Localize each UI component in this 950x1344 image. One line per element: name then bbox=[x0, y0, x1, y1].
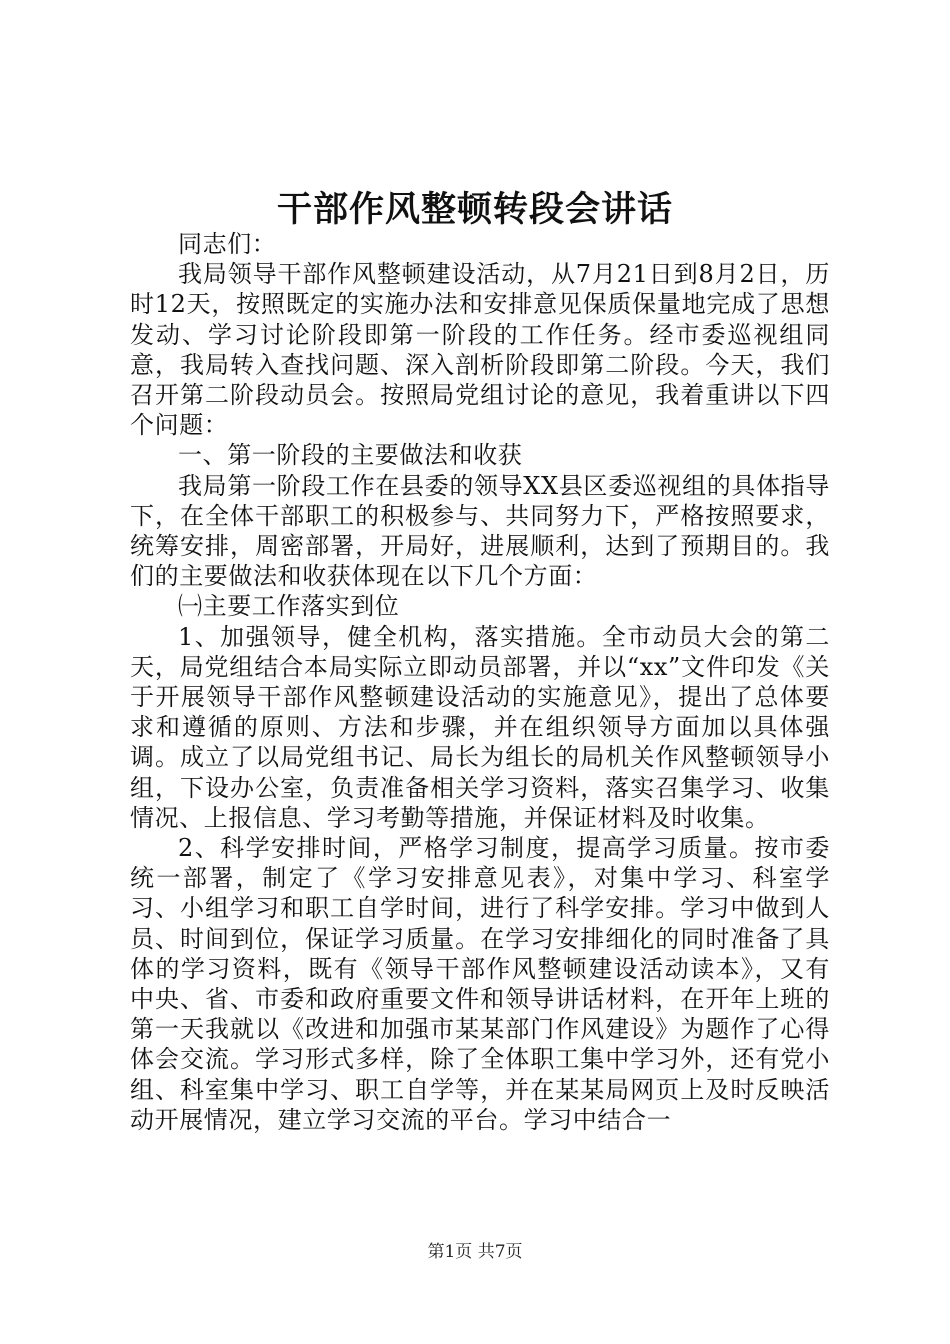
document-title: 干部作风整顿转段会讲话 bbox=[276, 189, 673, 230]
document-body bbox=[130, 229, 830, 1135]
paragraph-intro: 我局领导干部作风整顿建设活动，从7月21日到8月2日，历时12天，按照既定的实施办法和安排意见保质保量地完成了思想发动、学习讨论阶段即第一阶段的工作任务。经市委巡视组同意，我局转入查找问题、深入剖析阶段即第二阶段。今天，我们召开第二阶段动员会。按照局党组讨论的意见，我着重讲以下四个问题： bbox=[130, 260, 830, 440]
page-footer: 第1页 共7页 bbox=[427, 1242, 523, 1262]
subsection-heading-1: ㈠主要工作落实到位 bbox=[178, 592, 400, 621]
section-heading-1: 一、第一阶段的主要做法和收获 bbox=[178, 441, 523, 470]
paragraph-stage-one: 我局第一阶段工作在县委的领导XX县区委巡视组的具体指导下，在全体干部职工的积极参与、共同努力下，严格按照要求，统筹安排，周密部署，开局好，进展顺利，达到了预期目的。我们的主要做法和收获体现在以下几个方面： bbox=[130, 471, 830, 591]
paragraph-item-2: 2、科学安排时间，严格学习制度，提高学习质量。按市委统一部署，制定了《学习安排意见表》，对集中学习、科室学习、小组学习和职工自学时间，进行了科学安排。学习中做到人员、时间到位，保证学习质量。在学习安排细化的同时准备了具体的学习资料，既有《领导干部作风整顿建设活动读本》，又有中央、省、市委和政府重要文件和领导讲话材料，在开年上班的第一天我就以《改进和加强市某某部门作风建设》为题作了心得体会交流。学习形式多样，除了全体职工集中学习外，还有党小组、科室集中学习、职工自学等，并在某某局网页上及时反映活动开展情况，建立学习交流的平台。学习中结合一 bbox=[130, 834, 830, 1134]
paragraph-item-1: 1、加强领导，健全机构，落实措施。全市动员大会的第二天，局党组结合本局实际立即动员部署，并以“xx”文件印发《关于开展领导干部作风整顿建设活动的实施意见》，提出了总体要求和遵循的原则、方法和步骤，并在组织领导方面加以具体强调。成立了以局党组书记、局长为组长的局机关作风整顿领导小组，下设办公室，负责准备相关学习资料，落实召集学习、收集情况、上报信息、学习考勤等措施，并保证材料及时收集。 bbox=[130, 622, 830, 832]
salutation: 同志们： bbox=[178, 230, 277, 258]
